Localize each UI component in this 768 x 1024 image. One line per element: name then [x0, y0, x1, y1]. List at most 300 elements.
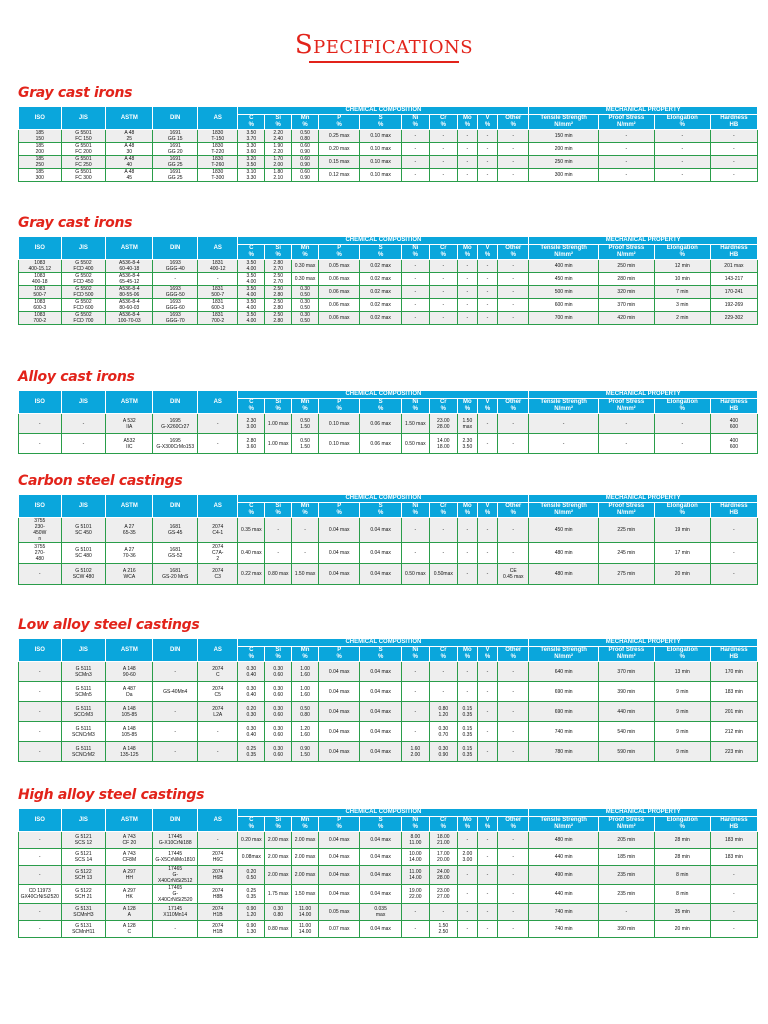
- table-cell: 2074 C: [198, 662, 238, 682]
- table-cell: 0.30 0.60: [265, 662, 292, 682]
- table-cell: 11.00 14.00: [292, 904, 319, 921]
- table-cell: 1695 G-X260Cr27: [153, 414, 198, 434]
- table-cell: 740 min: [529, 722, 598, 742]
- table-cell: 500 min: [529, 286, 598, 299]
- table-cell: 640 min: [529, 662, 598, 682]
- table-cell: 1.00 1.60: [292, 682, 319, 702]
- table-cell: 10.00 14.00: [401, 849, 429, 866]
- table-cell: -: [265, 543, 292, 564]
- table-cell: G 5111 SCNCrM2: [61, 742, 106, 762]
- table-cell: 0.20 0.50: [238, 866, 265, 885]
- table-cell: 2074 H6C: [198, 849, 238, 866]
- column-header: Cr %: [429, 817, 457, 832]
- column-header: Si %: [265, 817, 292, 832]
- table-cell: 3 min: [654, 299, 710, 312]
- table-cell: G 5111 SCNCrM3: [61, 722, 106, 742]
- table-cell: 3.50 4.00: [238, 286, 265, 299]
- table-cell: A 48 40: [106, 156, 153, 169]
- column-header: AS: [198, 809, 238, 832]
- chemical-composition-header: CHEMICAL COMPOSITION: [238, 391, 529, 399]
- table-cell: 2.00 max: [265, 866, 292, 885]
- table-body: [19, 130, 758, 182]
- column-header: Mn %: [292, 245, 319, 260]
- table-cell: -: [153, 742, 198, 762]
- chemical-composition-header: CHEMICAL COMPOSITION: [238, 237, 529, 245]
- table-cell: 0.04 max: [318, 682, 359, 702]
- table-cell: A 148 105-85: [106, 702, 153, 722]
- table-cell: 0.50 0.80: [292, 702, 319, 722]
- table-cell: 480 min: [529, 832, 598, 849]
- table-cell: 0.20 max: [238, 832, 265, 849]
- table-row: [19, 662, 758, 682]
- table-cell: -: [429, 299, 457, 312]
- column-header: Elongation %: [654, 647, 710, 662]
- table-cell: A 216 WCA: [106, 564, 153, 585]
- table-cell: -: [498, 169, 529, 182]
- table-cell: 400 min: [529, 260, 598, 273]
- column-header: JIS: [61, 809, 106, 832]
- table-cell: -: [401, 143, 429, 156]
- table-cell: A536-8-4 100-70-03: [106, 312, 153, 325]
- table-cell: A 743 CF 20: [106, 832, 153, 849]
- table-cell: 0.90 1.50: [292, 742, 319, 762]
- table-cell: 9 min: [654, 742, 710, 762]
- table-cell: 11.00 14.00: [401, 866, 429, 885]
- table-cell: -: [498, 904, 529, 921]
- table-cell: -: [198, 742, 238, 762]
- table-cell: A536-8-4 80-55-06: [106, 286, 153, 299]
- table-cell: A 743 CF8M: [106, 849, 153, 866]
- table-cell: 3.50 4.00: [238, 260, 265, 273]
- table-cell: A 27 70-36: [106, 543, 153, 564]
- table-cell: 250 min: [529, 156, 598, 169]
- column-header: Tensile Strength N/mm²: [529, 245, 598, 260]
- title-underline: [309, 61, 459, 63]
- table-cell: G 5502 FCD 600: [61, 299, 106, 312]
- column-header: Cr %: [429, 503, 457, 518]
- table-cell: -: [654, 130, 710, 143]
- table-cell: -: [477, 156, 497, 169]
- table-cell: -: [401, 169, 429, 182]
- table-cell: 0.30 0.60: [265, 742, 292, 762]
- table-cell: 0.35 max: [238, 518, 265, 543]
- table-cell: 0.22 max: [238, 564, 265, 585]
- column-header: Other %: [498, 399, 529, 414]
- table-row: [19, 543, 758, 564]
- table-cell: 0.02 max: [360, 299, 401, 312]
- table-row: [19, 742, 758, 762]
- table-cell: 200 min: [529, 143, 598, 156]
- column-header: Ni %: [401, 817, 429, 832]
- table-cell: 0.04 max: [318, 518, 359, 543]
- table-cell: 3.50 4.00: [238, 273, 265, 286]
- table-cell: -: [153, 921, 198, 938]
- column-header: Tensile Strength N/mm²: [529, 647, 598, 662]
- table-cell: -: [598, 434, 654, 454]
- table-cell: 0.06 max: [318, 273, 359, 286]
- table-cell: 0.30 0.50: [292, 286, 319, 299]
- table-cell: 1681 GS-52: [153, 543, 198, 564]
- table-cell: -: [198, 722, 238, 742]
- column-header: Other %: [498, 817, 529, 832]
- table-cell: -: [401, 662, 429, 682]
- table-body: [19, 518, 758, 585]
- page-title: [0, 30, 768, 63]
- column-header: Mn %: [292, 647, 319, 662]
- column-header: Proof Stress N/mm²: [598, 399, 654, 414]
- table-cell: -: [457, 312, 477, 325]
- mechanical-property-header: MECHANICAL PROPERTY: [529, 237, 758, 245]
- table-cell: -: [598, 169, 654, 182]
- table-cell: 2074 C5: [198, 682, 238, 702]
- table-cell: 0.10 max: [360, 156, 401, 169]
- table-cell: -: [19, 832, 62, 849]
- table-cell: -: [457, 564, 477, 585]
- table-cell: -: [477, 849, 497, 866]
- column-header: ISO: [19, 639, 62, 662]
- table-cell: -: [457, 921, 477, 938]
- table-cell: A 297 HH: [106, 866, 153, 885]
- table-cell: 235 min: [598, 885, 654, 904]
- table-cell: -: [477, 518, 497, 543]
- table-cell: -: [198, 434, 238, 454]
- column-header: ISO: [19, 107, 62, 130]
- table-cell: -: [477, 130, 497, 143]
- table-cell: 390 min: [598, 682, 654, 702]
- table-cell: 17445 G-X5CrNiMo1810: [153, 849, 198, 866]
- table-cell: -: [498, 921, 529, 938]
- table-cell: -: [153, 273, 198, 286]
- table-cell: 1.50 2.50: [429, 921, 457, 938]
- table-cell: 2.00 max: [292, 832, 319, 849]
- table-cell: 0.30 max: [292, 273, 319, 286]
- table-cell: 1693 GGG-70: [153, 312, 198, 325]
- table-cell: -: [401, 518, 429, 543]
- table-cell: 2074 H1B: [198, 904, 238, 921]
- table-cell: A 27 65-35: [106, 518, 153, 543]
- table-cell: A 148 135-125: [106, 742, 153, 762]
- table-cell: -: [498, 702, 529, 722]
- table-cell: 185 200: [19, 143, 62, 156]
- table-cell: 780 min: [529, 742, 598, 762]
- table-body: [19, 260, 758, 325]
- column-header: S %: [360, 647, 401, 662]
- table-cell: 12 min: [654, 260, 710, 273]
- table-cell: -: [457, 543, 477, 564]
- mechanical-property-header: MECHANICAL PROPERTY: [529, 107, 758, 115]
- table-cell: 600 min: [529, 299, 598, 312]
- table-cell: 9 min: [654, 722, 710, 742]
- column-header: ISO: [19, 495, 62, 518]
- table-cell: -: [19, 682, 62, 702]
- table-body: [19, 414, 758, 454]
- table-cell: -: [498, 312, 529, 325]
- table-cell: 0.06 max: [360, 414, 401, 434]
- table-cell: 0.02 max: [360, 273, 401, 286]
- table-cell: 0.30 0.80: [265, 904, 292, 921]
- table-cell: -: [429, 156, 457, 169]
- table-cell: -: [457, 662, 477, 682]
- column-header: S %: [360, 817, 401, 832]
- table-cell: 20 min: [654, 564, 710, 585]
- table-cell: 0.50 1.50: [292, 434, 319, 454]
- section-title: Gray cast irons: [18, 85, 133, 101]
- column-header: Mo %: [457, 503, 477, 518]
- table-cell: 0.30 0.90: [429, 742, 457, 762]
- table-cell: -: [198, 273, 238, 286]
- table-header: [19, 495, 758, 518]
- table-row: [19, 702, 758, 722]
- table-cell: -: [710, 518, 757, 543]
- column-header: V %: [477, 399, 497, 414]
- table-cell: 0.30 max: [292, 260, 319, 273]
- table-cell: -: [498, 682, 529, 702]
- table-cell: CE 0.45 max: [498, 564, 529, 585]
- column-header: Ni %: [401, 399, 429, 414]
- table-cell: 0.04 max: [318, 564, 359, 585]
- column-header: V %: [477, 503, 497, 518]
- table-cell: 420 min: [598, 312, 654, 325]
- table-cell: 0.04 max: [360, 921, 401, 938]
- column-header: Ni %: [401, 115, 429, 130]
- table-cell: 740 min: [529, 921, 598, 938]
- table-cell: 0.90 1.30: [238, 921, 265, 938]
- table-cell: 2.50 2.80: [265, 286, 292, 299]
- table-cell: -: [401, 286, 429, 299]
- table-cell: 0.04 max: [318, 543, 359, 564]
- section-title: Low alloy steel castings: [18, 617, 200, 633]
- column-header: ISO: [19, 237, 62, 260]
- table-cell: 1.50 max: [292, 564, 319, 585]
- table-cell: G 5101 SC 450: [61, 518, 106, 543]
- table-cell: 28 min: [654, 849, 710, 866]
- table-cell: 690 min: [529, 702, 598, 722]
- table-cell: 17145 X110Mn14: [153, 904, 198, 921]
- table-cell: 225 min: [598, 518, 654, 543]
- table-cell: -: [498, 832, 529, 849]
- table-cell: 250 min: [598, 260, 654, 273]
- table-cell: 10 min: [654, 273, 710, 286]
- table-cell: 1083 500-7: [19, 286, 62, 299]
- table-cell: 1691 GG 25: [153, 156, 198, 169]
- table-cell: 2.50 2.80: [265, 299, 292, 312]
- table-cell: 0.50 0.80: [292, 130, 319, 143]
- table-cell: G 5131 SCMnH11: [61, 921, 106, 938]
- table-cell: 2.00 max: [292, 849, 319, 866]
- table-cell: 1.50 max: [292, 885, 319, 904]
- column-header: Si %: [265, 647, 292, 662]
- table-cell: 2.30 3.50: [457, 434, 477, 454]
- table-cell: 450 min: [529, 273, 598, 286]
- column-header: JIS: [61, 639, 106, 662]
- column-header: JIS: [61, 391, 106, 414]
- section-low-alloy-steel-castings: [10, 616, 762, 762]
- table-cell: -: [529, 414, 598, 434]
- table-cell: -: [429, 662, 457, 682]
- section-title: Carbon steel castings: [18, 473, 183, 489]
- table-cell: -: [477, 260, 497, 273]
- column-header: Mo %: [457, 115, 477, 130]
- table-cell: 0.30 0.40: [238, 722, 265, 742]
- table-cell: -: [19, 722, 62, 742]
- table-cell: A 487 Da: [106, 682, 153, 702]
- table-cell: 3.10 3.30: [238, 169, 265, 182]
- table-cell: -: [457, 885, 477, 904]
- table-cell: -: [19, 434, 62, 454]
- table-cell: 2.50 2.70: [265, 273, 292, 286]
- column-header: C %: [238, 503, 265, 518]
- column-header: Proof Stress N/mm²: [598, 817, 654, 832]
- table-cell: -: [457, 904, 477, 921]
- column-header: AS: [198, 639, 238, 662]
- table-cell: 400 600: [710, 434, 757, 454]
- table-cell: 1691 GG 25: [153, 169, 198, 182]
- table-cell: 1831 600-3: [198, 299, 238, 312]
- column-header: Tensile Strength N/mm²: [529, 503, 598, 518]
- table-cell: 2074 H1B: [198, 921, 238, 938]
- table-cell: 1830 T-150: [198, 130, 238, 143]
- table-cell: 0.05 max: [318, 904, 359, 921]
- table-cell: A 128 C: [106, 921, 153, 938]
- table-cell: A 128 A: [106, 904, 153, 921]
- spec-table: [18, 390, 758, 454]
- mechanical-property-header: MECHANICAL PROPERTY: [529, 495, 758, 503]
- table-cell: -: [457, 130, 477, 143]
- table-cell: 0.30 0.40: [238, 662, 265, 682]
- table-cell: 183 min: [710, 849, 757, 866]
- table-cell: 2.80 2.70: [265, 260, 292, 273]
- table-cell: G 5502 FCD 700: [61, 312, 106, 325]
- table-cell: 0.80 max: [265, 921, 292, 938]
- spec-table: [18, 638, 758, 762]
- section-gray-cast-irons-2: [10, 214, 762, 325]
- mechanical-property-header: MECHANICAL PROPERTY: [529, 639, 758, 647]
- table-cell: -: [498, 543, 529, 564]
- column-header: P %: [318, 647, 359, 662]
- table-cell: 1681 GS-20 MnS: [153, 564, 198, 585]
- column-header: Cr %: [429, 399, 457, 414]
- table-cell: 1083 600-3: [19, 299, 62, 312]
- table-cell: G 5122 SCH 21: [61, 885, 106, 904]
- table-cell: 0.40 max: [238, 543, 265, 564]
- table-row: [19, 885, 758, 904]
- table-cell: 0.06 max: [318, 286, 359, 299]
- table-cell: -: [498, 434, 529, 454]
- spec-table: [18, 494, 758, 585]
- table-cell: 0.02 max: [360, 286, 401, 299]
- table-cell: 1693 GGG-50: [153, 286, 198, 299]
- table-cell: 170 min: [710, 662, 757, 682]
- table-cell: 0.04 max: [360, 885, 401, 904]
- table-cell: 192-269: [710, 299, 757, 312]
- table-cell: 0.15 0.35: [457, 702, 477, 722]
- table-cell: G 5111 SCMn5: [61, 682, 106, 702]
- table-cell: 440 min: [598, 702, 654, 722]
- column-header: DIN: [153, 639, 198, 662]
- table-cell: 320 min: [598, 286, 654, 299]
- column-header: ISO: [19, 809, 62, 832]
- table-cell: 280 min: [598, 273, 654, 286]
- table-row: [19, 286, 758, 299]
- table-cell: 0.04 max: [318, 722, 359, 742]
- table-body: [19, 832, 758, 938]
- table-cell: -: [19, 414, 62, 434]
- table-cell: 185 250: [19, 156, 62, 169]
- table-cell: -: [19, 702, 62, 722]
- column-header: V %: [477, 245, 497, 260]
- column-header: Hardness HB: [710, 503, 757, 518]
- column-header: Cr %: [429, 647, 457, 662]
- table-cell: -: [710, 130, 757, 143]
- section-high-alloy-steel-castings: [10, 786, 762, 938]
- column-header: Proof Stress N/mm²: [598, 647, 654, 662]
- table-cell: -: [598, 904, 654, 921]
- table-cell: -: [477, 832, 497, 849]
- table-header: [19, 237, 758, 260]
- table-cell: -: [292, 518, 319, 543]
- table-cell: -: [477, 682, 497, 702]
- table-row: [19, 849, 758, 866]
- table-cell: -: [477, 904, 497, 921]
- column-header: Mo %: [457, 817, 477, 832]
- table-cell: 0.04 max: [360, 543, 401, 564]
- table-cell: -: [498, 518, 529, 543]
- table-cell: 1.80 2.10: [265, 169, 292, 182]
- table-row: [19, 130, 758, 143]
- table-cell: 2 min: [654, 312, 710, 325]
- table-cell: -: [498, 662, 529, 682]
- column-header: C %: [238, 647, 265, 662]
- table-cell: -: [457, 299, 477, 312]
- table-cell: 400 600: [710, 414, 757, 434]
- table-cell: 2.30 3.00: [238, 414, 265, 434]
- column-header: JIS: [61, 237, 106, 260]
- column-header: Mn %: [292, 503, 319, 518]
- table-cell: -: [477, 299, 497, 312]
- table-cell: A536-8-4 80-60-03: [106, 299, 153, 312]
- table-cell: 0.10 max: [318, 434, 359, 454]
- table-cell: A 297 HK: [106, 885, 153, 904]
- table-cell: -: [477, 434, 497, 454]
- table-cell: 480 min: [529, 543, 598, 564]
- table-cell: -: [401, 156, 429, 169]
- table-cell: -: [477, 273, 497, 286]
- column-header: Tensile Strength N/mm²: [529, 115, 598, 130]
- table-row: [19, 273, 758, 286]
- table-cell: 370 min: [598, 662, 654, 682]
- table-cell: -: [429, 143, 457, 156]
- table-cell: 1830 T-300: [198, 169, 238, 182]
- table-cell: 150 min: [529, 130, 598, 143]
- table-cell: 0.04 max: [318, 849, 359, 866]
- table-cell: 201 min: [710, 702, 757, 722]
- table-cell: -: [198, 832, 238, 849]
- table-cell: 0.04 max: [360, 722, 401, 742]
- table-cell: 1681 GS-45: [153, 518, 198, 543]
- table-cell: -: [498, 299, 529, 312]
- table-cell: 0.25 0.35: [238, 742, 265, 762]
- table-cell: 1.00 max: [265, 434, 292, 454]
- table-cell: 3.30 3.60: [238, 143, 265, 156]
- table-cell: G 5501 FC 300: [61, 169, 106, 182]
- table-header: [19, 107, 758, 130]
- table-cell: G 5111 SCCrM3: [61, 702, 106, 722]
- table-cell: -: [498, 742, 529, 762]
- table-cell: 0.30 0.60: [265, 702, 292, 722]
- table-cell: -: [477, 143, 497, 156]
- table-cell: -: [429, 543, 457, 564]
- table-cell: -: [292, 543, 319, 564]
